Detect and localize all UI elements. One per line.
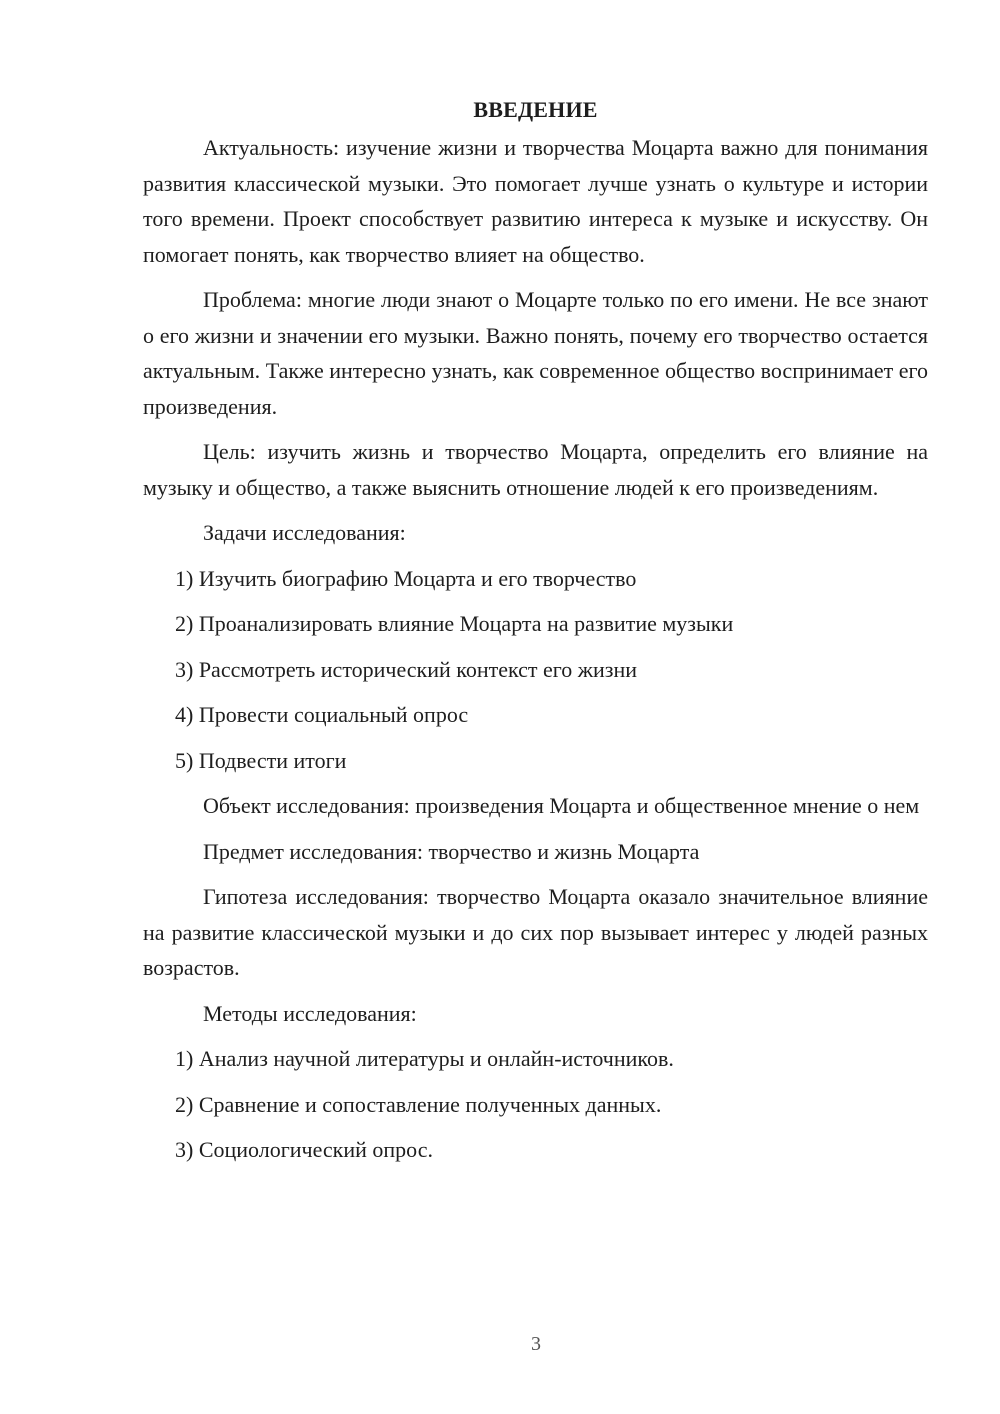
method-item: 1) Анализ научной литературы и онлайн-источников. xyxy=(175,1046,674,1071)
document-page xyxy=(143,92,928,1178)
object-paragraph: Объект исследования: произведения Моцарта и общественное мнение о нем xyxy=(203,793,920,818)
hypothesis-paragraph: Гипотеза исследования: творчество Моцарта оказало значительное влияние на развитие классической музыки и до сих пор вызывает интерес у людей разных возрастов. xyxy=(143,884,928,980)
relevance-paragraph: Актуальность: изучение жизни и творчества Моцарта важно для понимания развития классической музыки. Это помогает лучше узнать о культуре и истории того времени. Проект способствует развитию интереса к музыке и искусству. Он помогает понять, как творчество влияет на общество. xyxy=(143,135,928,267)
task-item: 1) Изучить биографию Моцарта и его творчество xyxy=(175,565,637,591)
subject-paragraph: Предмет исследования: творчество и жизнь Моцарта xyxy=(203,838,700,864)
methods-heading: Методы исследования: xyxy=(203,1000,417,1026)
method-item: 2) Сравнение и сопоставление полученных данных. xyxy=(175,1091,662,1117)
tasks-heading: Задачи исследования: xyxy=(203,520,406,545)
method-item: 3) Социологический опрос. xyxy=(175,1137,433,1162)
task-item: 5) Подвести итоги xyxy=(175,747,347,773)
task-item: 4) Провести социальный опрос xyxy=(175,702,469,727)
task-item: 3) Рассмотреть исторический контекст его жизни xyxy=(175,656,637,682)
problem-paragraph: Проблема: многие люди знают о Моцарте только по его имени. Не все знают о его жизни и значении его музыки. Важно понять, почему его творчество остается актуальным. Также интересно узнать, как современное общество воспринимает его произведения. xyxy=(143,287,928,419)
goal-paragraph: Цель: изучить жизнь и творчество Моцарта, определить его влияние на музыку и общество, а также выяснить отношение людей к его произведениям. xyxy=(143,439,928,500)
page-number: 3 xyxy=(531,1333,541,1355)
page-title: ВВЕДЕНИЕ xyxy=(473,97,598,122)
task-item: 2) Проанализировать влияние Моцарта на развитие музыки xyxy=(175,611,734,636)
